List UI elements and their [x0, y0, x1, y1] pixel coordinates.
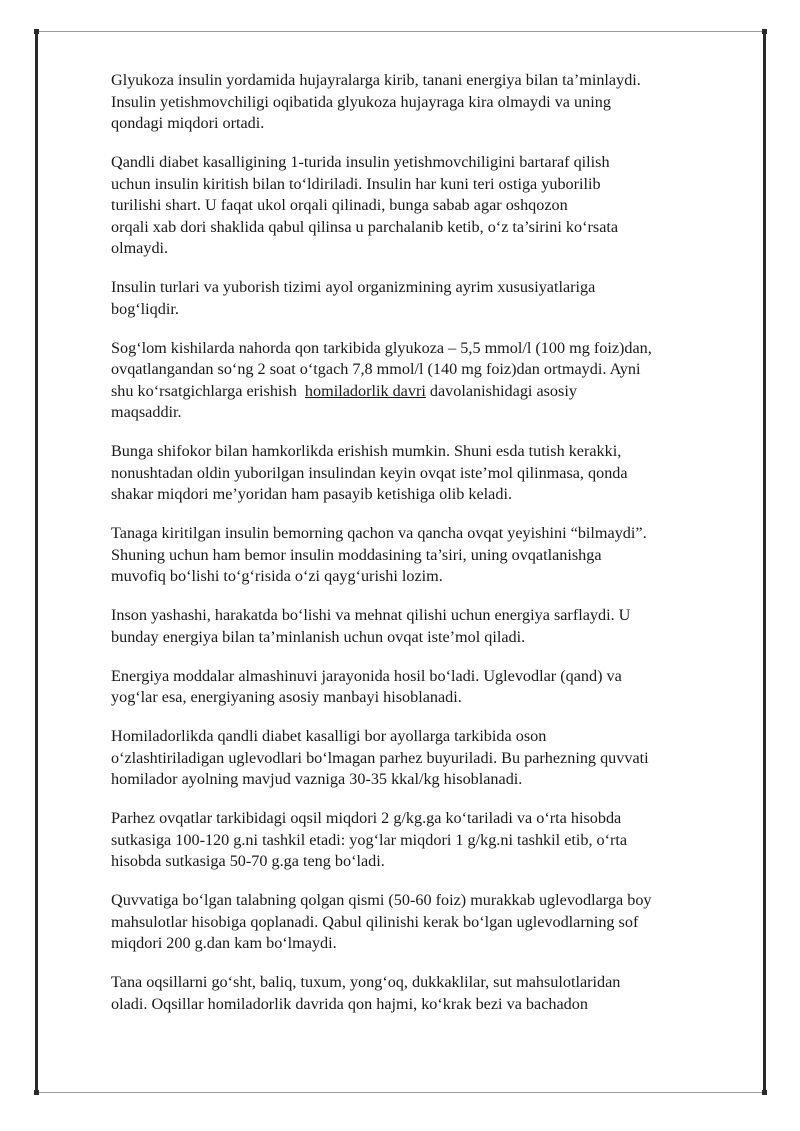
text-line: yog‘lar esa, energiyaning asosiy manbayi hisoblanadi. — [111, 688, 462, 706]
text-line: Tanaga kiritilgan insulin bemorning qachon va qancha ovqat yeyishini “bilmaydi”. — [111, 524, 647, 542]
text-line: uchun insulin kiritish bilan to‘ldiriladi. Insulin har kuni teri ostiga yuborilib — [111, 174, 601, 193]
homiladorlik-davri-link[interactable]: homiladorlik davri — [304, 381, 426, 400]
text-line: Qandli diabet kasalligining 1-turida insulin yetishmovchiligini bartaraf qilish — [111, 153, 610, 171]
text-line: orqali xab dori shaklida qabul qilinsa u parchalanib ketib, o‘z ta’sirini ko‘rsata — [111, 217, 619, 236]
text-fragment: davolanishidagi asosiy — [425, 381, 577, 400]
paragraph — [111, 152, 751, 260]
text-line: Shuning uchun ham bemor insulin moddasining ta’siri, uning ovqatlanishga — [111, 545, 602, 564]
text-line: ovqatlangandan so‘ng 2 soat o‘tgach 7,8 mmol/l (140 mg foiz)dan ortmaydi. Ayni — [111, 360, 641, 378]
paragraph — [111, 70, 751, 135]
text-fragment: shu ko‘rsatgichlarga erishish — [111, 381, 305, 400]
paragraph — [111, 605, 751, 648]
paragraph — [111, 666, 751, 709]
paragraph — [111, 338, 751, 424]
text-line: Tana oqsillarni go‘sht, baliq, tuxum, yong‘oq, dukkaklilar, sut mahsulotlaridan — [111, 973, 621, 991]
corner-mark — [762, 1090, 767, 1095]
paragraph — [111, 726, 751, 791]
text-line: sutkasiga 100-120 g.ni tashkil etadi: yog‘lar miqdori 1 g/kg.ni tashkil etib, o‘rta — [111, 830, 628, 849]
text-line: turilishi shart. U faqat ukol orqali qilinadi, bunga sabab agar oshqozon — [111, 196, 568, 214]
text-line: shakar miqdori me’yoridan ham pasayib ketishiga olib keladi. — [111, 485, 512, 503]
corner-mark — [34, 1090, 39, 1095]
text-line: maqsaddir. — [111, 403, 182, 421]
paragraph — [111, 890, 751, 955]
paragraph — [111, 277, 751, 320]
corner-mark — [34, 29, 39, 34]
page-border-right — [763, 29, 766, 1095]
corner-mark — [762, 29, 767, 34]
text-line: miqdori 200 g.dan kam bo‘lmaydi. — [111, 934, 337, 952]
text-line: Bunga shifokor bilan hamkorlikda erishish mumkin. Shuni esda tutish kerakki, — [111, 442, 622, 460]
text-line: bunday energiya bilan ta’minlanish uchun ovqat iste’mol qiladi. — [111, 627, 526, 646]
text-line: Parhez ovqatlar tarkibidagi oqsil miqdori 2 g/kg.ga ko‘tariladi va o‘rta hisobda — [111, 809, 622, 827]
text-line: olmaydi. — [111, 239, 169, 257]
text-line: nonushtadan oldin yuborilgan insulindan keyin ovqat iste’mol qilinmasa, qonda — [111, 463, 628, 482]
paragraph — [111, 972, 751, 1015]
text-line: muvofiq bo‘lishi to‘g‘risida o‘zi qayg‘urishi lozim. — [111, 567, 443, 585]
paragraph — [111, 523, 751, 588]
document-body — [111, 70, 751, 1033]
text-line: Homiladorlikda qandli diabet kasalligi bor ayollarga tarkibida oson — [111, 727, 547, 745]
page-border-left — [35, 29, 38, 1095]
text-line: qondagi miqdori ortadi. — [111, 114, 265, 132]
text-line: bog‘liqdir. — [111, 299, 179, 318]
text-line: Insulin yetishmovchiligi oqibatida glyukoza hujayraga kira olmaydi va uning — [111, 92, 611, 111]
text-line: Glyukoza insulin yordamida hujayralarga kirib, tanani energiya bilan ta’minlaydi. — [111, 71, 641, 89]
text-line: hisobda sutkasiga 50-70 g.ga teng bo‘ladi. — [111, 852, 385, 870]
text-line: Quvvatiga bo‘lgan talabning qolgan qismi (50-60 foiz) murakkab uglevodlarga boy — [111, 891, 652, 909]
paragraph — [111, 441, 751, 506]
text-line: homilador ayolning mavjud vazniga 30-35 kkal/kg hisoblanadi. — [111, 770, 523, 788]
text-line: oladi. Oqsillar homiladorlik davrida qon hajmi, ko‘krak bezi va bachadon — [111, 994, 588, 1013]
text-line: Energiya moddalar almashinuvi jarayonida hosil bo‘ladi. Uglevodlar (qand) va — [111, 666, 622, 685]
text-line: Sog‘lom kishilarda nahorda qon tarkibida glyukoza – 5,5 mmol/l (100 mg foiz)dan, — [111, 338, 652, 357]
paragraph — [111, 808, 751, 873]
text-line: o‘zlashtiriladigan uglevodlari bo‘lmagan parhez buyuriladi. Bu parhezning quvvati — [111, 748, 649, 767]
text-line — [111, 381, 751, 403]
text-line: mahsulotlar hisobiga qoplanadi. Qabul qilinishi kerak bo‘lgan uglevodlarning sof — [111, 912, 639, 931]
text-line: Inson yashashi, harakatda bo‘lishi va mehnat qilishi uchun energiya sarflaydi. U — [111, 606, 631, 624]
text-line: Insulin turlari va yuborish tizimi ayol organizmining ayrim xususiyatlariga — [111, 278, 596, 296]
